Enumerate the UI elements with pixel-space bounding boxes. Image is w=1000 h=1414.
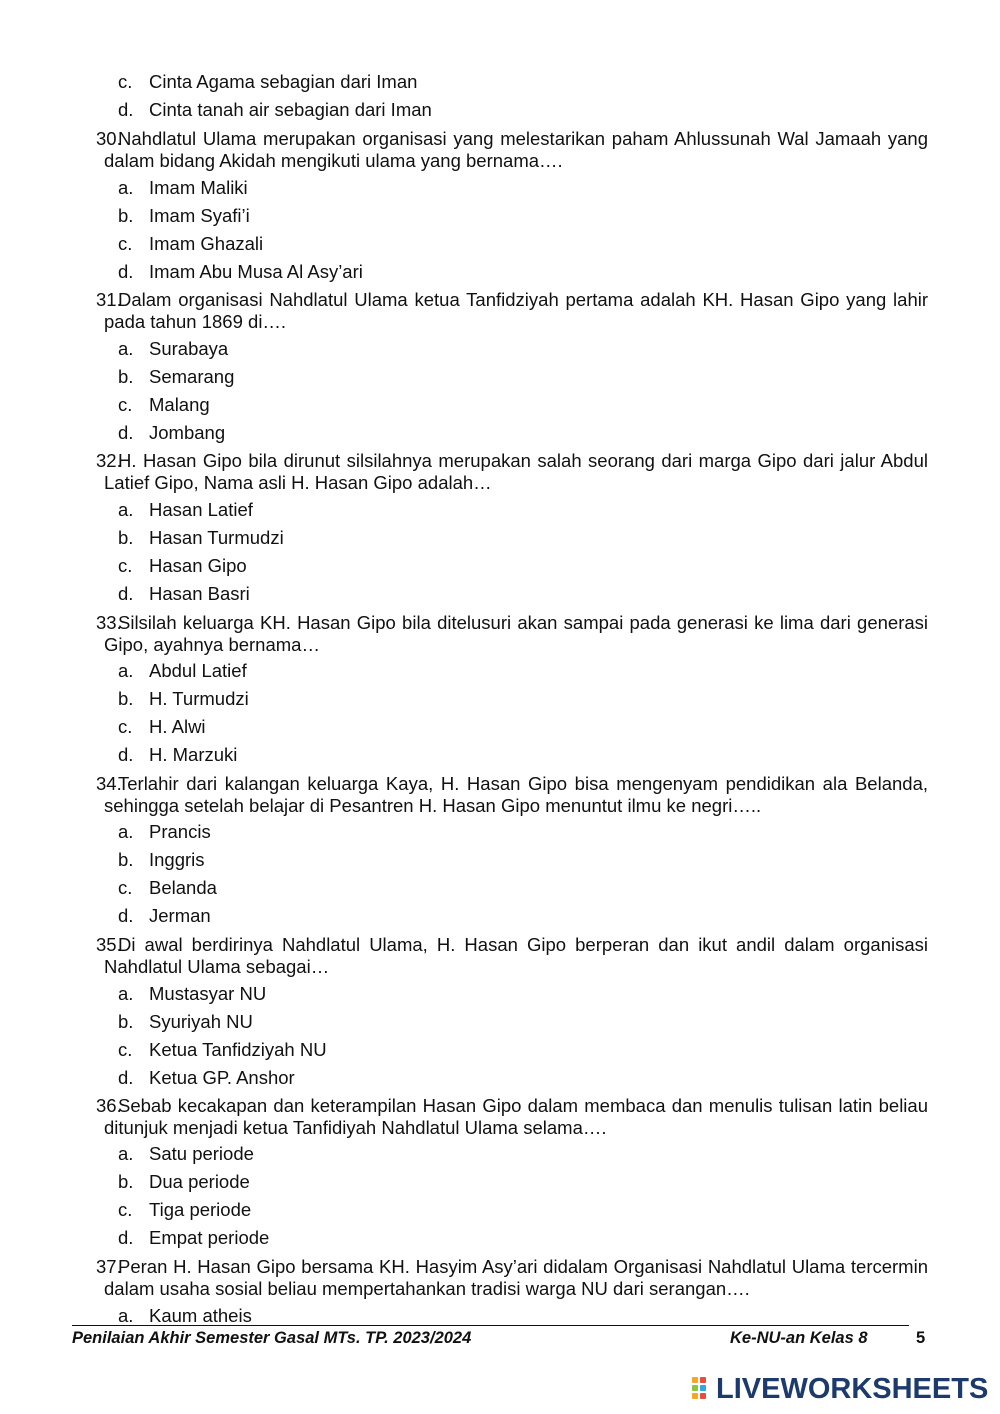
option-34d	[0, 905, 1000, 931]
option-text: H. Marzuki	[149, 744, 238, 765]
option-letter: c.	[118, 877, 133, 898]
option-letter: c.	[118, 1199, 133, 1220]
option-letter: a.	[118, 1305, 134, 1326]
option-text: Prancis	[149, 821, 211, 842]
option-29d	[0, 99, 1000, 125]
question-number: 37.	[96, 1256, 122, 1277]
option-letter: d.	[118, 744, 134, 765]
option-text: Dua periode	[149, 1171, 250, 1192]
option-text: Hasan Basri	[149, 583, 250, 604]
option-text: Syuriyah NU	[149, 1011, 253, 1032]
option-letter: b.	[118, 688, 134, 709]
option-text: H. Turmudzi	[149, 688, 249, 709]
page-number: 5	[916, 1329, 926, 1347]
option-33c	[0, 716, 1000, 742]
option-letter: c.	[118, 1039, 133, 1060]
footer-subject: Ke-NU-an Kelas 8	[730, 1329, 868, 1347]
option-text: Imam Maliki	[149, 177, 248, 198]
question-text: Sebab kecakapan dan keterampilan Hasan Gipo dalam membaca dan menulis tulisan latin beliau ditunjuk menjadi ketua Tanfidiyah Nahdlatul Ulama selama….	[104, 1095, 928, 1138]
option-text: Abdul Latief	[149, 660, 247, 681]
option-35d	[0, 1067, 1000, 1093]
option-text: Ketua Tanfidziyah NU	[149, 1039, 327, 1060]
option-letter: d.	[118, 422, 134, 443]
option-text: Belanda	[149, 877, 217, 898]
option-text: Inggris	[149, 849, 205, 870]
question-number: 31.	[96, 289, 122, 310]
option-35a	[0, 983, 1000, 1009]
option-32d	[0, 583, 1000, 609]
option-letter: a.	[118, 660, 134, 681]
option-letter: d.	[118, 1067, 134, 1088]
option-30d	[0, 261, 1000, 287]
question-33	[96, 612, 928, 655]
option-letter: b.	[118, 849, 134, 870]
option-text: Imam Ghazali	[149, 233, 264, 254]
option-32b	[0, 527, 1000, 553]
option-letter: d.	[118, 261, 134, 282]
question-number: 36.	[96, 1095, 122, 1116]
option-text: Hasan Latief	[149, 499, 253, 520]
question-37	[96, 1256, 928, 1299]
option-text: Surabaya	[149, 338, 229, 359]
option-36a	[0, 1143, 1000, 1169]
option-letter: c.	[118, 71, 133, 92]
question-34	[96, 773, 928, 816]
option-30c	[0, 233, 1000, 259]
question-number: 33.	[96, 612, 122, 633]
question-text: Peran H. Hasan Gipo bersama KH. Hasyim Asy’ari didalam Organisasi Nahdlatul Ulama tercermin dalam usaha sosial beliau mempertahankan tradisi warga NU dari serangan….	[104, 1256, 928, 1299]
liveworksheets-mark-icon	[692, 1377, 714, 1401]
option-33a	[0, 660, 1000, 686]
option-33b	[0, 688, 1000, 714]
option-36b	[0, 1171, 1000, 1197]
question-number: 34.	[96, 773, 122, 794]
option-letter: b.	[118, 1011, 134, 1032]
option-35c	[0, 1039, 1000, 1065]
option-letter: a.	[118, 821, 134, 842]
option-text: Cinta tanah air sebagian dari Iman	[149, 99, 432, 120]
option-31b	[0, 366, 1000, 392]
option-34c	[0, 877, 1000, 903]
option-letter: a.	[118, 1143, 134, 1164]
question-36	[96, 1095, 928, 1138]
option-letter: d.	[118, 1227, 134, 1248]
option-31c	[0, 394, 1000, 420]
option-letter: c.	[118, 394, 133, 415]
option-37a	[0, 1305, 1000, 1331]
option-33d	[0, 744, 1000, 770]
option-text: Mustasyar NU	[149, 983, 267, 1004]
option-letter: a.	[118, 499, 134, 520]
option-letter: c.	[118, 233, 133, 254]
question-30	[96, 128, 928, 171]
question-number: 32.	[96, 450, 122, 471]
option-35b	[0, 1011, 1000, 1037]
option-letter: a.	[118, 177, 134, 198]
option-text: Hasan Gipo	[149, 555, 247, 576]
question-number: 35.	[96, 934, 122, 955]
option-text: Kaum atheis	[149, 1305, 252, 1326]
option-32c	[0, 555, 1000, 581]
option-text: Empat periode	[149, 1227, 270, 1248]
footer-divider	[72, 1325, 909, 1326]
option-34a	[0, 821, 1000, 847]
option-32a	[0, 499, 1000, 525]
option-text: Jerman	[149, 905, 211, 926]
option-31a	[0, 338, 1000, 364]
question-31	[96, 289, 928, 332]
question-32	[96, 450, 928, 493]
option-text: Satu periode	[149, 1143, 254, 1164]
option-letter: b.	[118, 366, 134, 387]
option-36c	[0, 1199, 1000, 1225]
option-letter: d.	[118, 905, 134, 926]
option-text: Semarang	[149, 366, 235, 387]
option-text: Malang	[149, 394, 210, 415]
option-letter: b.	[118, 527, 134, 548]
option-34b	[0, 849, 1000, 875]
question-text: H. Hasan Gipo bila dirunut silsilahnya merupakan salah seorang dari marga Gipo dari jalur Abdul Latief Gipo, Nama asli H. Hasan Gipo adalah…	[104, 450, 928, 493]
option-letter: c.	[118, 716, 133, 737]
option-text: Tiga periode	[149, 1199, 252, 1220]
option-31d	[0, 422, 1000, 448]
option-letter: c.	[118, 555, 133, 576]
option-30a	[0, 177, 1000, 203]
question-text: Nahdlatul Ulama merupakan organisasi yang melestarikan paham Ahlussunah Wal Jamaah yang dalam bidang Akidah mengikuti ulama yang bernama….	[104, 128, 928, 171]
option-letter: d.	[118, 583, 134, 604]
liveworksheets-wordmark: LIVEWORKSHEETS	[716, 1373, 989, 1405]
footer-exam-title: Penilaian Akhir Semester Gasal MTs. TP. 2023/2024	[72, 1329, 472, 1347]
question-text: Dalam organisasi Nahdlatul Ulama ketua Tanfidziyah pertama adalah KH. Hasan Gipo yang lahir pada tahun 1869 di….	[104, 289, 928, 332]
option-text: Hasan Turmudzi	[149, 527, 284, 548]
option-29c	[0, 71, 1000, 97]
option-letter: a.	[118, 338, 134, 359]
question-text: Di awal berdirinya Nahdlatul Ulama, H. Hasan Gipo berperan dan ikut andil dalam organisasi Nahdlatul Ulama sebagai…	[104, 934, 928, 977]
option-text: Imam Syafi’i	[149, 205, 250, 226]
option-text: Cinta Agama sebagian dari Iman	[149, 71, 418, 92]
question-35	[96, 934, 928, 977]
question-number: 30.	[96, 128, 122, 149]
option-36d	[0, 1227, 1000, 1253]
option-letter: b.	[118, 1171, 134, 1192]
option-letter: d.	[118, 99, 134, 120]
option-30b	[0, 205, 1000, 231]
option-letter: b.	[118, 205, 134, 226]
option-text: Jombang	[149, 422, 226, 443]
option-text: H. Alwi	[149, 716, 206, 737]
question-text: Silsilah keluarga KH. Hasan Gipo bila ditelusuri akan sampai pada generasi ke lima dari generasi Gipo, ayahnya bernama…	[104, 612, 928, 655]
option-text: Ketua GP. Anshor	[149, 1067, 295, 1088]
option-letter: a.	[118, 983, 134, 1004]
question-text: Terlahir dari kalangan keluarga Kaya, H. Hasan Gipo bisa mengenyam pendidikan ala Belanda, sehingga setelah belajar di Pesantren H. Hasan Gipo menuntut ilmu ke negri…..	[104, 773, 928, 816]
option-text: Imam Abu Musa Al Asy’ari	[149, 261, 363, 282]
